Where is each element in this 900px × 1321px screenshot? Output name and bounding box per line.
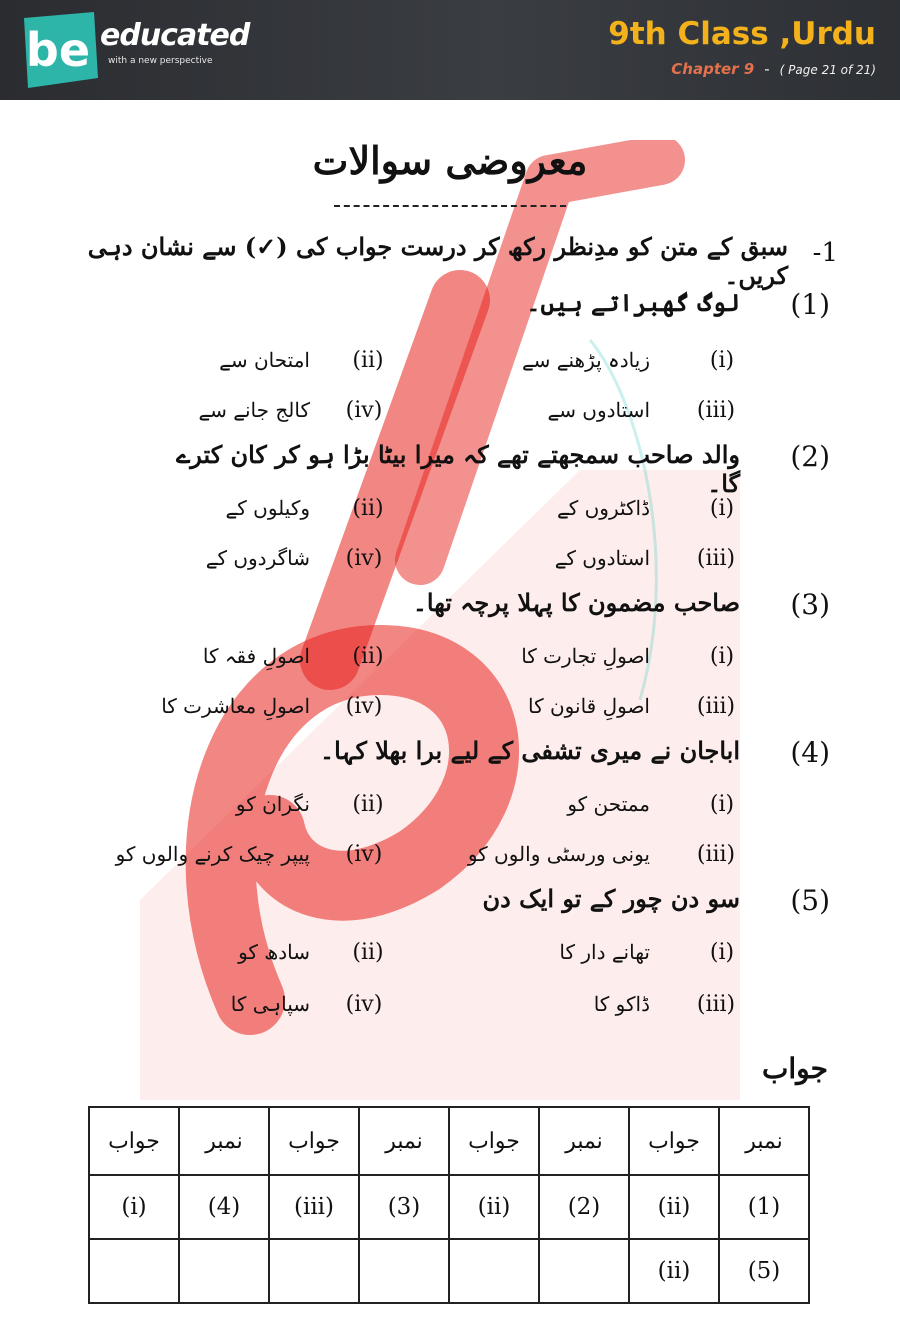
q3-option-text: اصولِ فقہ کا [202, 644, 310, 668]
logo-text: educated [100, 18, 250, 53]
q5-stem: سو دن چور کے تو ایک دن [482, 884, 740, 913]
answer-cell: (iii) [269, 1175, 359, 1239]
q4-option-text: نگران کو [235, 792, 310, 816]
q3-option-text: اصولِ تجارت کا [521, 644, 650, 668]
answer-header-cell: نمبر [359, 1107, 449, 1175]
table-row [89, 1175, 809, 1239]
answer-header-cell: نمبر [179, 1107, 269, 1175]
q4-option-number: (ii) [352, 792, 384, 817]
title-divider [334, 205, 566, 207]
q1-number: (1) [790, 288, 830, 321]
q5-option-number: (iv) [345, 992, 383, 1017]
q1-option-text: استادوں سے [547, 398, 650, 422]
answer-header-cell: جواب [629, 1107, 719, 1175]
q2-option-number: (i) [709, 496, 735, 521]
q3-option-text: اصولِ معاشرت کا [161, 694, 310, 718]
answer-header-cell: جواب [449, 1107, 539, 1175]
answer-cell [359, 1239, 449, 1303]
answer-header-cell: نمبر [719, 1107, 809, 1175]
q3-option-number: (iv) [345, 694, 383, 719]
q3-option-number: (ii) [352, 644, 384, 669]
q2-option-text: وکیلوں کے [225, 496, 310, 520]
page-title: معروضی سوالات [312, 138, 588, 183]
q3-option-number: (iii) [696, 694, 736, 719]
q2-option-text: شاگردوں کے [205, 546, 310, 570]
chapter-line [671, 60, 876, 78]
q2-number: (2) [790, 440, 830, 473]
answer-cell: (ii) [449, 1175, 539, 1239]
answer-cell [539, 1239, 629, 1303]
q1-option-number: (ii) [352, 348, 384, 373]
q5-option-number: (ii) [352, 940, 384, 965]
answer-cell: (ii) [629, 1239, 719, 1303]
q4-stem: اباجان نے میری تشفی کے لیے برا بھلا کہا۔ [320, 736, 740, 765]
answer-cell: (1) [719, 1175, 809, 1239]
q4-option-number: (iv) [345, 842, 383, 867]
q1-option-number: (i) [709, 348, 735, 373]
q1-option-text: کالج جانے سے [198, 398, 310, 422]
q2-stem: والد صاحب سمجھتے تھے کہ میرا بیٹا بڑا ہو کر کان کترے گا۔ [176, 440, 740, 498]
q2-option-text: استادوں کے [554, 546, 650, 570]
answers-heading: جواب [762, 1052, 828, 1085]
logo-tagline: with a new perspective [108, 56, 213, 66]
q2-option-number: (iv) [345, 546, 383, 571]
q5-option-text: سادھ کو [238, 940, 310, 964]
q1-option-text: امتحان سے [219, 348, 310, 372]
answer-cell: (3) [359, 1175, 449, 1239]
q5-option-text: سپاہی کا [230, 992, 310, 1016]
q1-stem: لوگ گھبراتے ہیں۔ [526, 288, 740, 317]
q2-option-number: (ii) [352, 496, 384, 521]
answer-cell: (i) [89, 1175, 179, 1239]
q3-option-number: (i) [709, 644, 735, 669]
q1-option-number: (iv) [345, 398, 383, 423]
instruction-text: سبق کے متن کو مدِنظر رکھ کر درست جواب کی (✓) سے نشان دہی کریں۔ [87, 232, 788, 290]
answer-header-cell: جواب [89, 1107, 179, 1175]
answer-cell: (5) [719, 1239, 809, 1303]
q5-option-text: تھانے دار کا [559, 940, 650, 964]
answer-header-cell: نمبر [539, 1107, 629, 1175]
q5-option-number: (i) [709, 940, 735, 965]
answer-cell [179, 1239, 269, 1303]
question-number: -1 [812, 238, 838, 268]
q4-option-text: یونی ورسٹی والوں کو [467, 842, 650, 866]
chapter-dash: - [764, 60, 770, 78]
q5-option-text: ڈاکو کا [593, 992, 650, 1016]
table-row [89, 1239, 809, 1303]
answer-cell: (2) [539, 1175, 629, 1239]
q4-option-number: (iii) [696, 842, 736, 867]
q2-option-number: (iii) [696, 546, 736, 571]
q1-option-text: زیادہ پڑھنے سے [521, 348, 650, 372]
answer-cell [269, 1239, 359, 1303]
q1-option-number: (iii) [696, 398, 736, 423]
answer-cell [449, 1239, 539, 1303]
chapter-label: Chapter 9 [671, 60, 755, 78]
q3-number: (3) [790, 588, 830, 621]
q3-stem: صاحب مضمون کا پہلا پرچہ تھا۔ [412, 588, 740, 617]
page-header [0, 0, 900, 100]
answer-cell [89, 1239, 179, 1303]
q4-option-number: (i) [709, 792, 735, 817]
q4-option-text: ممتحن کو [567, 792, 650, 816]
q4-option-text: پیپر چیک کرنے والوں کو [115, 842, 310, 866]
q2-option-text: ڈاکٹروں کے [557, 496, 650, 520]
q5-number: (5) [790, 884, 830, 917]
answer-table-header [89, 1107, 809, 1175]
logo-mark [14, 8, 102, 92]
answer-table [88, 1106, 810, 1304]
class-title: 9th Class ,Urdu [608, 16, 876, 52]
answer-cell: (4) [179, 1175, 269, 1239]
answer-header-cell: جواب [269, 1107, 359, 1175]
answer-cell: (ii) [629, 1175, 719, 1239]
q3-option-text: اصولِ قانون کا [528, 694, 650, 718]
q5-option-number: (iii) [696, 992, 736, 1017]
logo-mark-text: be [25, 23, 91, 77]
q4-number: (4) [790, 736, 830, 769]
page-info: ( Page 21 of 21) [779, 63, 876, 77]
